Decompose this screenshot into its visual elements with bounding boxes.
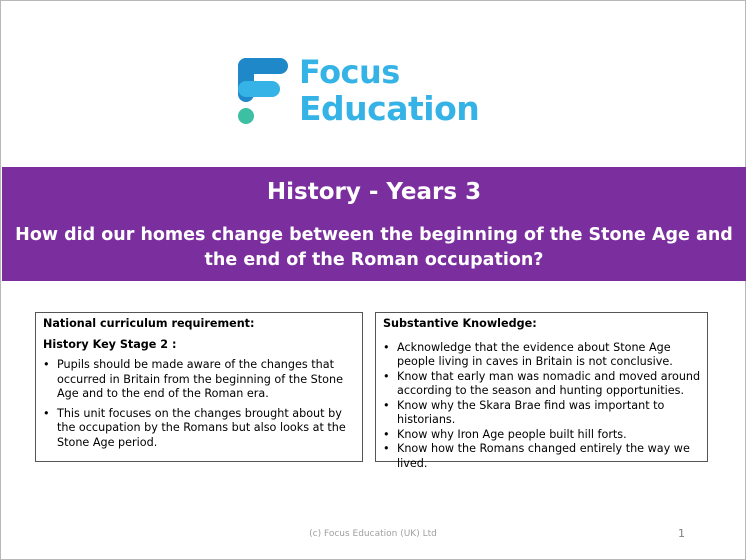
list-item: • Know that early man was nomadic and moved around according to the season and hunting opportunities. bbox=[383, 370, 701, 399]
curriculum-list bbox=[43, 358, 354, 450]
list-item: • Acknowledge that the evidence about Stone Age people living in caves in Britain is not conclusive. bbox=[383, 341, 701, 370]
list-item: • Know how the Romans changed entirely the way we lived. bbox=[383, 442, 701, 471]
logo-text-focus: Focus bbox=[299, 53, 400, 91]
key-stage-heading: History Key Stage 2 : bbox=[43, 337, 177, 351]
enquiry-question: How did our homes change between the beginning of the Stone Age and the end of the Roman occupation? bbox=[15, 225, 733, 270]
page-number: 1 bbox=[678, 527, 685, 540]
focus-education-logo bbox=[237, 53, 497, 129]
curriculum-heading: National curriculum requirement: bbox=[43, 317, 255, 330]
title-banner bbox=[2, 167, 746, 281]
logo-mark-icon bbox=[237, 53, 293, 129]
substantive-knowledge-box bbox=[375, 312, 708, 470]
page-title: History - Years 3 bbox=[266, 179, 482, 205]
list-item: • Pupils should be made aware of the changes that occurred in Britain from the beginning of the Stone Age and to the end of the Roman era. bbox=[43, 358, 354, 402]
knowledge-list bbox=[383, 341, 701, 472]
copyright-footer: (c) Focus Education (UK) Ltd bbox=[309, 529, 437, 539]
list-item: • Know why Iron Age people built hill forts. bbox=[383, 428, 701, 443]
list-item: • Know why the Skara Brae find was important to historians. bbox=[383, 399, 701, 428]
logo-text-education: Education bbox=[299, 89, 480, 128]
list-item: • This unit focuses on the changes brought about by the occupation by the Romans but also looks at the Stone Age period. bbox=[43, 407, 354, 451]
knowledge-heading: Substantive Knowledge: bbox=[383, 317, 537, 330]
curriculum-requirement-box bbox=[35, 312, 363, 462]
